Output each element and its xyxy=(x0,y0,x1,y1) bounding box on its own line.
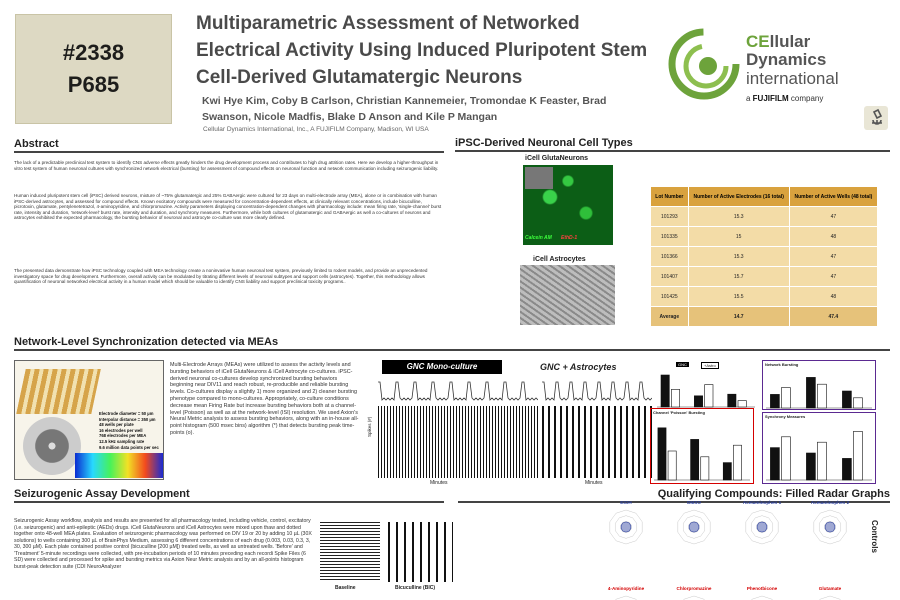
radar-label: 4-Aminopyridine xyxy=(607,586,645,591)
cell-electrodes: 15.7 xyxy=(688,267,789,287)
cell-wells: 48 xyxy=(789,227,877,247)
bar xyxy=(728,394,736,407)
seizure-heading: Seizurogenic Assay Development xyxy=(14,488,444,503)
radar-series xyxy=(621,522,631,532)
bar xyxy=(668,451,676,480)
bar xyxy=(806,377,815,408)
abstract-paragraph-1: The lack of a predictable preclinical test system to identify CNS adverse effects greatly hinders the drug development process and contributes to high drug attrition rates. Here we develop a higher-throughput in vitro test system of human neuronal cultures with synchronized network electrical (bursting) for assessment of compound effects on neuronal function and network communication including seizurogenic liability. xyxy=(14,160,439,171)
bar xyxy=(705,385,713,407)
bar xyxy=(853,398,862,408)
radar-label: Glutamate xyxy=(818,586,842,591)
abstract-paragraph-3: The presented data demonstrate how iPSC technology coupled with MEA technology create a noninvasive human neuronal test system, previously limited to rodent models, and provide an unprecedented investigatory space for drug development. Furthermore, overall activity can be modulated by titrating different levels of neuronal subtypes and support cells (astrocytes). Together, this methodology allows quantification of neuronal networked electrical activity in a human model which should be valuable to identify CNS liability and support preclinical toxicity programs.. xyxy=(14,268,428,285)
bar xyxy=(817,384,826,408)
mea-spec: Interpolar distance = 350 µm xyxy=(99,416,156,422)
radar-ring xyxy=(814,596,846,600)
radar-ring xyxy=(678,596,710,600)
table-row xyxy=(651,267,878,287)
bar xyxy=(842,391,851,408)
legend-astro: +Astro xyxy=(701,362,719,369)
mea-plate-image xyxy=(16,369,101,414)
bar xyxy=(661,375,669,407)
radar-series xyxy=(757,522,767,532)
mea-spec: Electrode diameter = 50 µm xyxy=(99,411,154,416)
bar-panel-network xyxy=(762,360,876,410)
radar-graph xyxy=(730,500,794,548)
abstract-paragraph-2: Human induced pluripotent stem cell (iPSC) derived neurons, mixture of ~75% glutamatergic and 25% GABAergic were cultured for 23 days on multi-electrode array (MEA), alone or in combination with human iPSC-derived astrocytes, and assessed for compound effects. Known excitatory compounds were measured for concentration-dependent effects, at clinically relevant concentrations, include bicuculline, picrotoxin, glutamate, pentylenetetrazol, 4-aminopyridine, and chlorpromazine. Activity parameters displaying concentration-dependent changes with pharmacology include: mean firing rate, 'single-channel' burst rate, intensity and duration, 'network-level' burst rate, intensity and duration, and synchrony measures. Furthermore, while both cultures of glutamatergic and GABAergic as well a co-cultures of neurons and astrocytes exhibited the expected pharmacology, the bursting behavior of neuronal and astrocyte co-culture was more clearly defined. xyxy=(14,193,442,221)
coculture-raster-plot xyxy=(542,406,652,478)
mea-spec: 16 electrodes per well xyxy=(99,427,143,433)
radar-plot xyxy=(730,593,794,600)
cell-wells: 47 xyxy=(789,207,877,227)
cell-wells: 47 xyxy=(789,247,877,267)
seizure-description: Seizurogenic Assay workflow, analysis and results are presented for all pharmacology tested, including vehicle, control, excitatory (i.e. seizurogenic) and anti-epileptic (AEDs) drugs. iCell GlutaNeurons and iCell Astrocytes were mixed upon thaw and dotted together onto 48-well MEA plates. Evaluation of seizurogenic pharmacology was performed on DIV 19 or 20 by adding 10 µL (30X solutions) to wells containing 300 µL of BrainPhys Medium, assessing 6 different concentrations of each drug (0.003, 0.03, 0.3, 3, 30, 300 µM). Each plate contained positive control (bicuculline [200 µM]) treated wells, as well as untreated wells. 'Before' and 'Treatment' 5-minute recordings were collected, with pre-incubation periods of 10 minutes preceding each recordi Spike Files (6 SD) were collected and processed for spike and bursting metrics via Axion Neur Metric analysis and by an all-points histogram burst-peak detection suite (CDI NeuroAnalyzer xyxy=(14,518,312,570)
cell-wells: 47 xyxy=(789,267,877,287)
cell-electrodes: 15 xyxy=(688,227,789,247)
logo-word-cellular: llular xyxy=(769,32,811,51)
radar-label: EtOH xyxy=(620,500,632,505)
mea-spec: 12.5 kHz sampling rate xyxy=(99,438,145,444)
astrocytes-label: iCell Astrocytes xyxy=(533,256,586,263)
glutaneurons-label: iCell GlutaNeurons xyxy=(525,155,589,162)
logo-tagline-fujifilm: FUJIFILM xyxy=(752,94,789,103)
radar-graph xyxy=(594,500,658,548)
activity-heatmap xyxy=(75,453,163,478)
bar-chart-sync xyxy=(765,421,873,481)
lot-table xyxy=(650,186,878,327)
bar-chart-mfr xyxy=(656,370,756,408)
coculture-x-label: Minutes xyxy=(585,480,603,486)
radar-heading: Qualifying Compounds: Filled Radar Graphs xyxy=(458,488,890,503)
cell-avg-electrodes: 14.7 xyxy=(688,307,789,327)
col-active-electrodes: Number of Active Electrodes (16 total) xyxy=(688,187,789,207)
bar-chart-network xyxy=(765,369,873,409)
cell-lot: 101425 xyxy=(651,287,689,307)
radar-graph xyxy=(730,586,794,600)
mono-histogram xyxy=(378,378,538,404)
mono-y-label: Spikes (#) xyxy=(367,416,372,438)
radar-label: Phenotbicone xyxy=(746,586,778,591)
cell-lot: 101366 xyxy=(651,247,689,267)
logo-tagline-company: company xyxy=(788,94,824,103)
radar-label: DMSO xyxy=(687,500,701,505)
bar-panel-channel xyxy=(650,408,754,484)
bar-chart-channel xyxy=(653,417,751,481)
radar-graph xyxy=(798,586,862,600)
col-active-wells: Number of Active Wells (48 total) xyxy=(789,187,877,207)
cell-avg-wells: 47.4 xyxy=(789,307,877,327)
bar xyxy=(781,388,790,408)
glutaneurons-image xyxy=(523,165,613,245)
bar xyxy=(817,442,826,480)
bar xyxy=(694,396,702,407)
poster-number-badge xyxy=(15,14,172,124)
radar-plot xyxy=(662,593,726,600)
bar xyxy=(701,457,709,480)
bar xyxy=(781,437,790,480)
cell-wells: 48 xyxy=(789,287,877,307)
radar-plot xyxy=(662,507,726,549)
stain-ethd-label: EthD-1 xyxy=(561,235,578,241)
bicuculline-raster xyxy=(388,522,453,582)
radar-grid xyxy=(594,500,866,600)
mono-raster-plot xyxy=(378,406,538,478)
radar-plot xyxy=(798,507,862,549)
network-description: Multi-Electrode Arrays (MEAs) were utilized to assess the activity levels and bursting behaviors of iCell GlutaNeurons & iCell Astrocyte co-cultures. iPSC-derived neuronal co-cultures develop synchronized bursting behaviors beginning near DIV11 and reach robust, re-producible and reliable bursting levels. Co-cultures display a slightly 1) more organized and 2) cleaner bursting phenotype compared to mono-cultures. Appropriately, co-culture conditions decrease mean Firing Rate but increase bursting behaviors both at a channel-level (Poisson) as well as at the network-level (ISI) resolution. We used Axion's Neural Metric analysis to assess bursting behaviors, along with an in-house all-point histogram (500 msec bins) algorithm (*) that detects bursting peak time-points (o). xyxy=(170,362,359,436)
bar xyxy=(853,431,862,480)
inset-image xyxy=(525,167,553,189)
bicuculline-label: Bicuculline (BIC) xyxy=(395,585,436,591)
poster-title: Multiparametric Assessment of Networked Electrical Activity Using Induced Pluripotent Stem Cell-Derived Glutamatergic Neurons xyxy=(196,13,648,88)
legend-gnc: GNC xyxy=(678,362,687,367)
company-logo xyxy=(668,20,858,120)
network-heading: Network-Level Synchronization detected via MEAs xyxy=(14,336,890,351)
radar-graph xyxy=(662,500,726,548)
table-row xyxy=(651,287,878,307)
stain-calcein-label: Calcein AM xyxy=(525,235,552,241)
cell-electrodes: 15.3 xyxy=(688,247,789,267)
baseline-label: Baseline xyxy=(335,585,356,591)
radar-series xyxy=(689,522,699,532)
bar xyxy=(842,458,851,480)
author-list: Kwi Hye Kim, Coby B Carlson, Christian Kannemeier, Tromondae K Feaster, Brad Swanson, Nicole Madfis, Blake D Anson and Kile P Mangan xyxy=(202,95,607,123)
logo-word-dynamics: Dynamics xyxy=(746,50,827,69)
panel-sync-title: Synchrony Measures xyxy=(765,414,806,419)
radar-plot xyxy=(730,507,794,549)
cell-avg-label: Average xyxy=(651,307,689,327)
radar-label: Acetaminophen 2 xyxy=(810,500,850,505)
bar xyxy=(658,428,666,480)
poster-number: #2338 xyxy=(62,40,125,65)
mono-culture-title: GNC Mono-culture xyxy=(382,360,502,374)
bar-panel-sync xyxy=(762,412,876,484)
mea-spec: 768 electrodes per MEA xyxy=(99,433,147,439)
radar-label: Acetaminophen 1 xyxy=(742,500,782,505)
radar-plot xyxy=(594,507,658,549)
radar-plot xyxy=(594,593,658,600)
radar-graph xyxy=(798,500,862,548)
radar-graph xyxy=(662,586,726,600)
panel-channel-title: Channel 'Poisson' Bursting xyxy=(653,410,705,415)
col-lot-number: Lot Number xyxy=(651,187,689,207)
cell-lot: 101293 xyxy=(651,207,689,227)
table-row xyxy=(651,207,878,227)
radar-label: Chlorpromazine xyxy=(676,586,712,591)
logo-tagline-a: a xyxy=(746,94,753,103)
cell-electrodes: 15.5 xyxy=(688,287,789,307)
mea-well-image xyxy=(23,417,81,475)
cell-types-heading: iPSC-Derived Neuronal Cell Types xyxy=(455,137,890,152)
bar xyxy=(806,453,815,480)
table-row-average xyxy=(651,307,878,327)
mea-spec: 9.6 million data points per sec xyxy=(99,444,159,450)
table-row xyxy=(651,227,878,247)
microscope-icon xyxy=(864,106,888,130)
coculture-title: GNC + Astrocytes xyxy=(540,362,617,372)
cell-lot: 101407 xyxy=(651,267,689,287)
abstract-heading: Abstract xyxy=(14,138,444,153)
lot-table-header xyxy=(651,187,878,207)
mea-spec: 48 wells per plate xyxy=(99,422,134,428)
coculture-histogram xyxy=(542,378,652,404)
baseline-raster xyxy=(320,522,380,582)
astrocytes-image xyxy=(520,265,615,325)
bar xyxy=(770,448,779,480)
bar xyxy=(770,394,779,408)
radar-ring xyxy=(610,596,642,600)
mea-spec-list xyxy=(99,411,159,450)
cdi-swirl-icon xyxy=(668,28,740,100)
bar xyxy=(733,445,741,480)
table-row xyxy=(651,247,878,267)
panel-network-title: Network Bursting xyxy=(765,362,799,367)
mono-x-label: Minutes xyxy=(430,480,448,486)
affiliation: Cellular Dynamics International, Inc., A FUJIFILM Company, Madison, WI USA xyxy=(203,126,429,133)
bar xyxy=(738,401,746,407)
logo-word-international: international xyxy=(746,69,839,88)
bar xyxy=(691,439,699,480)
cell-lot: 101335 xyxy=(651,227,689,247)
controls-label: Controls xyxy=(870,520,879,553)
bar-panel-mfr xyxy=(656,362,756,407)
bar xyxy=(723,463,731,480)
radar-ring xyxy=(746,596,778,600)
bar xyxy=(671,389,679,407)
cell-electrodes: 15.3 xyxy=(688,207,789,227)
board-number: P685 xyxy=(67,72,120,97)
radar-graph xyxy=(594,586,658,600)
mea-figure xyxy=(14,360,164,480)
radar-plot xyxy=(798,593,862,600)
logo-word-ce: CE xyxy=(746,32,770,51)
radar-series xyxy=(825,522,835,532)
